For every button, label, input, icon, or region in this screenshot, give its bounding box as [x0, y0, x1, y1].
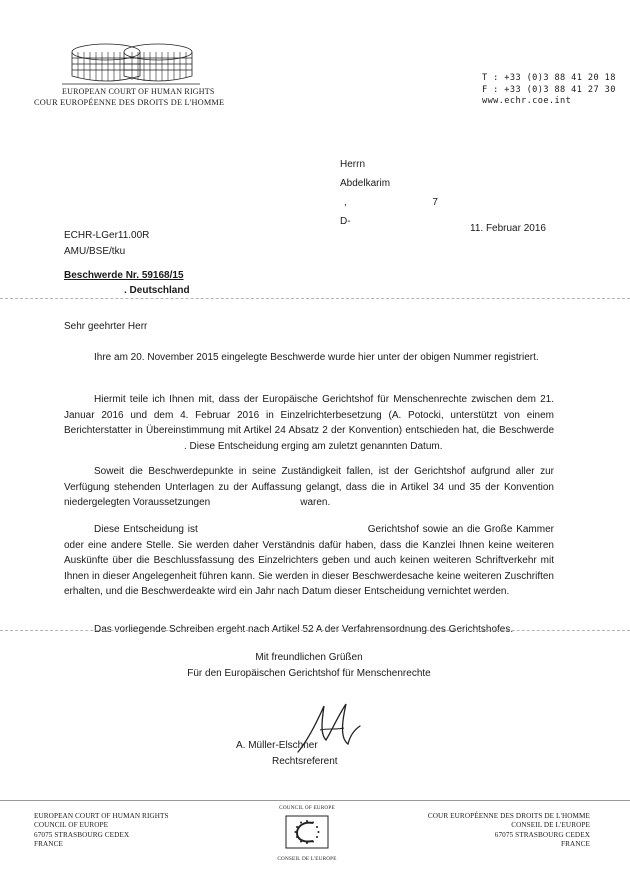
letter-date: 11. Februar 2016 — [470, 223, 546, 234]
footer-divider — [0, 800, 630, 801]
recipient-street: , 7 — [344, 197, 438, 208]
coe-label-fr: CONSEIL DE L'EUROPE — [277, 856, 337, 863]
court-name-fr: COUR EUROPÉENNE DES DROITS DE L'HOMME — [34, 98, 225, 107]
coe-label-en: COUNCIL OF EUROPE — [279, 805, 335, 811]
fax-number: F : +33 (0)3 88 41 27 30 — [482, 84, 616, 95]
footer-address-fr: COUR EUROPÉENNE DES DROITS DE L'HOMME CONSEIL DE L'EUROPE 67075 STRASBOURG CEDEX FRANCE — [427, 812, 590, 849]
paragraph-decision: Hiermit teile ich Ihnen mit, dass der Europäische Gerichtshof für Menschenrechte zwischen dem 21. Januar 2016 und dem 4. Februar 2016 in Einzelrichterbesetzung (A. Potocki, unterstützt von einem Berichterstatter in Übereinstimmung mit Artikel 24 Absatz 2 der Konvention) entschieden hat, die Beschwerde. Diese Entscheidung erging am zuletzt genannten Datum. — [64, 394, 554, 452]
paragraph-admissibility: Soweit die Beschwerdepunkte in seine Zuständigkeit fallen, ist der Gerichtshof aufgrund aller zur Verfügung stehenden Unterlagen zu der Auffassung gelangt, dass die in Artikel 34 und 35 der Konvention niedergelegten Voraussetzungen waren. — [64, 466, 554, 508]
recipient-address — [340, 155, 438, 231]
recipient-name: Abdelkarim — [340, 178, 391, 189]
closing-block — [64, 650, 554, 682]
case-party: . Deutschland — [124, 285, 190, 296]
recipient-city: D- — [340, 216, 351, 227]
council-of-europe-emblem — [272, 805, 342, 864]
reference-block — [64, 228, 149, 260]
reference-code: ECHR-LGer11.00R — [64, 230, 150, 241]
signer-block — [236, 738, 338, 770]
signer-title: Rechtsreferent — [272, 756, 338, 767]
recipient-salutation-line: Herrn — [340, 159, 366, 170]
footer-address-en: EUROPEAN COURT OF HUMAN RIGHTS COUNCIL OF EUROPE 67075 STRASBOURG CEDEX FRANCE — [34, 812, 169, 849]
contact-block — [482, 73, 616, 108]
closing-court: Für den Europäischen Gerichtshof für Menschenrechte — [187, 668, 431, 679]
closing-greeting: Mit freundlichen Grüßen — [255, 652, 363, 663]
paragraph-registration: Ihre am 20. November 2015 eingelegte Beschwerde wurde hier unter der obigen Nummer registriert. — [94, 352, 539, 363]
paragraph-rule: Das vorliegende Schreiben ergeht nach Artikel 52 A der Verfahrensordnung des Gerichtshofes. — [94, 624, 514, 635]
case-number: Beschwerde Nr. 59168/15 — [64, 270, 184, 281]
website-link[interactable]: www.echr.coe.int — [482, 96, 572, 107]
scan-divider-middle — [0, 630, 630, 631]
paragraph-finality: Diese Entscheidung ist Gerichtshof sowie an die Große Kammer oder eine andere Stelle. Sie werden daher Verständnis dafür haben, dass die Kanzlei Ihnen keine weiteren Auskünfte über die Beschlussfassung des Einzelrichters geben und auch keinen weiteren Schriftverkehr mit Ihnen in dieser Angelegenheit führen kann. Sie werden in dieser Beschwerdesache keine weiteren Zuschriften erhalten, und die Beschwerdeakte wird ein Jahr nach Datum dieser Entscheidung vernichtet werden. — [64, 524, 554, 597]
court-name-en: EUROPEAN COURT OF HUMAN RIGHTS — [62, 87, 215, 96]
scan-divider-top — [0, 298, 630, 299]
signer-name: A. Müller-Elschner — [236, 740, 318, 751]
reference-initials: AMU/BSE/tku — [64, 246, 126, 257]
salutation: Sehr geehrter Herr — [64, 321, 148, 332]
case-reference — [64, 268, 190, 298]
council-of-europe-stars-icon — [285, 815, 329, 849]
phone-number: T : +33 (0)3 88 41 20 18 — [482, 73, 616, 83]
